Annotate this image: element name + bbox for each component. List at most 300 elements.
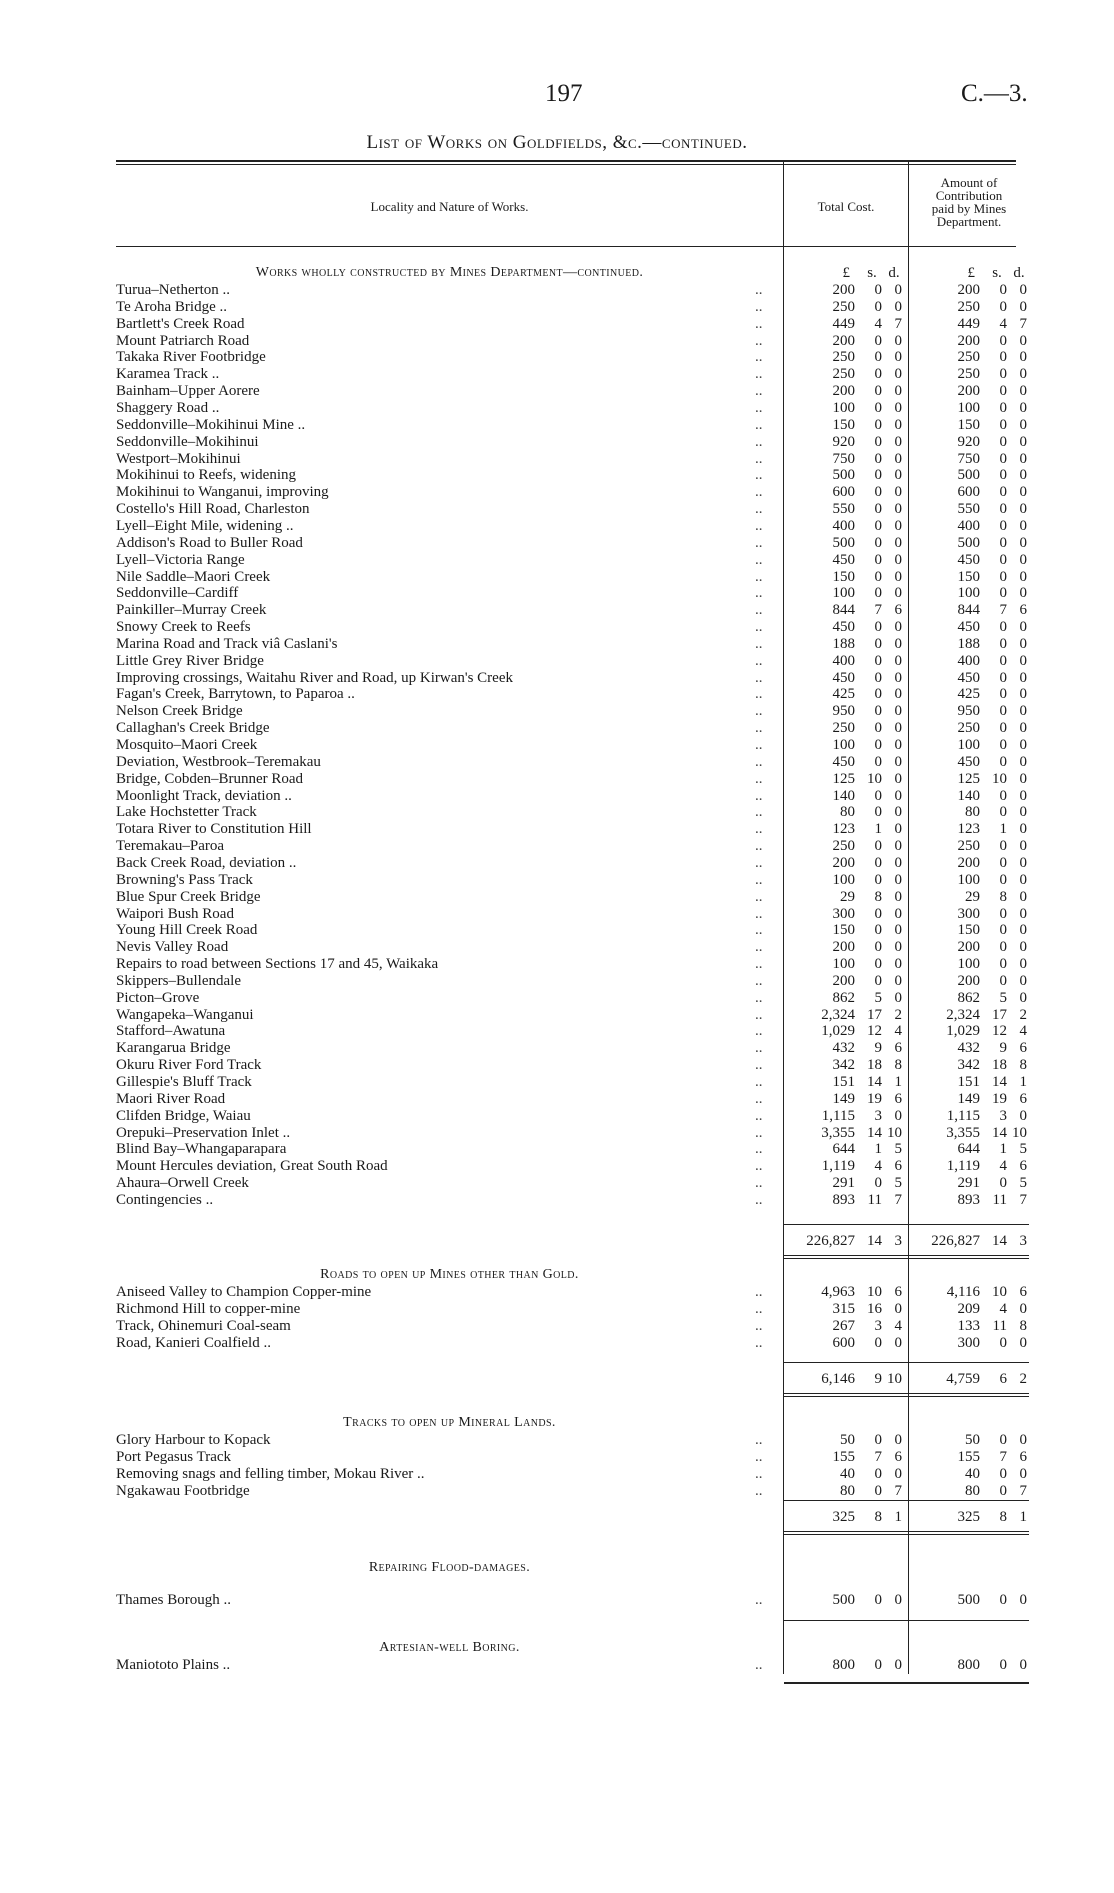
contribution-shillings: 0 [999,703,1007,720]
contribution-pence: 0 [1019,838,1027,855]
row-label: Aniseed Valley to Champion Copper-mine [116,1284,372,1300]
total-shillings: 5 [874,989,882,1006]
contribution-shillings: 10 [992,1284,1007,1300]
table-row [0,1318,1114,1335]
table-row [0,1483,1114,1500]
leader-dots: .. [755,854,763,871]
subtotal-rule-bottom [909,1258,1029,1259]
contribution-shillings: 0 [999,669,1007,686]
row-label: Painkiller–Murray Creek [116,602,267,619]
row-label: Lake Hochstetter Track [116,804,257,821]
total-pence: 0 [894,1465,902,1482]
total-shillings: 0 [874,282,882,298]
total-pence: 0 [894,433,902,450]
total-pounds: 150 [832,922,855,939]
row-label: Nile Saddle–Maori Creek [116,568,271,585]
unit-label: £ [842,265,850,281]
total-pounds: 250 [832,720,855,737]
table-row [0,872,1114,889]
contribution-pounds: 50 [965,1432,980,1448]
contribution-pounds: 425 [957,686,980,703]
contribution-pounds: 500 [957,534,980,551]
total-shillings: 7 [874,1448,882,1465]
table-row [0,906,1114,923]
table-row [0,316,1114,333]
total-shillings: 0 [874,1465,882,1482]
total-pounds: 188 [832,635,855,652]
contribution-shillings: 14 [992,1124,1007,1141]
leader-dots: .. [755,551,763,568]
total-pence: 0 [894,652,902,669]
row-label: Te Aroha Bridge .. [116,298,228,315]
contribution-pounds: 200 [957,282,980,298]
row-label: Maori River Road [116,1090,226,1107]
total-shillings: 0 [874,1592,882,1608]
total-pence: 6 [894,1448,902,1465]
leader-dots: .. [755,1300,763,1317]
leader-dots: .. [755,1090,763,1107]
section-title: Repairing Flood-damages. [368,1560,531,1575]
contribution-shillings: 0 [999,1592,1007,1608]
table-row [0,501,1114,518]
row-label: Mount Hercules deviation, Great South Road [116,1158,388,1175]
total-pence: 0 [894,770,902,787]
total-pounds: 342 [832,1057,855,1074]
leader-dots: .. [755,1317,763,1334]
contribution-pence: 0 [1019,501,1027,518]
contribution-pounds: 400 [957,652,980,669]
row-label: Mosquito–Maori Creek [116,737,258,753]
total-pounds: 600 [832,1334,855,1351]
row-label: Nevis Valley Road [116,939,229,956]
total-pence: 0 [894,737,902,753]
total-pounds: 450 [832,619,855,635]
contribution-pounds: 750 [957,450,980,467]
leader-dots: .. [755,939,763,956]
leader-dots: .. [755,787,763,804]
subtotal-row [0,1371,1114,1388]
total-pence: 0 [894,501,902,518]
row-label: Richmond Hill to copper-mine [116,1300,301,1317]
total-pence: 0 [894,669,902,686]
total-pounds: 150 [832,416,855,433]
contribution-pence: 0 [1019,652,1027,669]
contribution-shillings: 0 [999,838,1007,855]
contribution-pounds: 40 [965,1465,980,1482]
total-pence: 1 [894,1074,902,1090]
leader-dots: .. [755,1040,763,1057]
row-label: Mount Patriarch Road [116,332,250,349]
total-pence: 8 [894,1057,902,1074]
total-pence: 0 [894,450,902,467]
contribution-pounds: 893 [957,1191,980,1208]
row-label: Ngakawau Footbridge [116,1482,250,1499]
page-number: 197 [545,80,583,107]
total-pounds: 100 [832,871,855,888]
leader-dots: .. [755,467,763,484]
total-pounds: 450 [832,551,855,568]
contribution-pounds: 300 [957,905,980,922]
subtotal-rule-bottom [784,1255,908,1256]
total-shillings: 0 [874,956,882,972]
subtotal-total-pence: 1 [894,1509,902,1525]
row-label: Ahaura–Orwell Creek [116,1175,249,1192]
contribution-pence: 0 [1019,669,1027,686]
row-label: Thames Borough .. [116,1592,231,1608]
contribution-shillings: 0 [999,972,1007,989]
section-title: Artesian-well Boring. [379,1640,520,1655]
total-shillings: 0 [874,349,882,366]
table-row [0,619,1114,636]
unit-label: s. [867,265,877,281]
total-pence: 0 [894,484,902,501]
contribution-pence: 5 [1019,1175,1027,1192]
total-pence: 0 [894,888,902,905]
contribution-pence: 0 [1019,905,1027,922]
subtotal-rule-bottom [784,1396,908,1397]
leader-dots: .. [755,585,763,602]
contribution-pounds: 450 [957,619,980,635]
contribution-shillings: 12 [992,1023,1007,1040]
table-row [0,451,1114,468]
row-label: Lyell–Eight Mile, widening .. [116,517,294,534]
subtotal-rule [909,1362,1029,1363]
total-shillings: 0 [874,939,882,956]
total-pounds: 4,963 [821,1284,855,1300]
contribution-shillings: 0 [999,349,1007,366]
contribution-pence: 0 [1019,517,1027,534]
contribution-pence: 6 [1019,1448,1027,1465]
total-shillings: 7 [874,602,882,619]
total-pounds: 50 [840,1432,855,1448]
contribution-pence: 0 [1019,804,1027,821]
table-row [0,889,1114,906]
total-pence: 0 [894,349,902,366]
contribution-shillings: 4 [999,315,1007,332]
leader-dots: .. [755,619,763,635]
contribution-pence: 0 [1019,1432,1027,1448]
row-label: Back Creek Road, deviation .. [116,854,297,871]
total-pounds: 123 [832,821,855,838]
contribution-shillings: 0 [999,298,1007,315]
total-pence: 0 [894,854,902,871]
total-pounds: 2,324 [821,1006,855,1023]
section-title: Roads to open up Mines other than Gold. [320,1267,579,1282]
contribution-pounds: 149 [957,1090,980,1107]
table-row [0,922,1114,939]
contribution-pounds: 250 [957,838,980,855]
contribution-pounds: 250 [957,720,980,737]
subtotal-total-pounds: 226,827 [806,1233,855,1249]
contribution-pence: 6 [1019,1090,1027,1107]
total-shillings: 0 [874,1334,882,1351]
leader-dots: .. [755,989,763,1006]
total-shillings: 1 [874,821,882,838]
contribution-pounds: 862 [957,989,980,1006]
subtotal-contribution-pence: 1 [1019,1509,1027,1525]
contribution-pence: 0 [1019,332,1027,349]
row-label: Wangapeka–Wanganui [116,1006,254,1023]
unit-label: d. [1013,265,1025,281]
total-pence: 0 [894,871,902,888]
contribution-shillings: 4 [999,1158,1007,1175]
row-label: Young Hill Creek Road [116,922,258,939]
contribution-pence: 0 [1019,956,1027,972]
leader-dots: .. [755,1465,763,1482]
total-pounds: 100 [832,585,855,602]
table-row [0,720,1114,737]
leader-dots: .. [755,534,763,551]
contribution-shillings: 7 [999,1448,1007,1465]
contribution-shillings: 0 [999,939,1007,956]
leader-dots: .. [755,1124,763,1141]
contribution-pence: 0 [1019,922,1027,939]
row-label: Removing snags and felling timber, Mokau River .. [116,1465,425,1482]
subtotal-rule-bottom [909,1255,1029,1256]
total-shillings: 9 [874,1040,882,1057]
subtotal-rule-bottom [784,1531,908,1532]
leader-dots: .. [755,1432,763,1448]
total-shillings: 0 [874,467,882,484]
total-pence: 0 [894,821,902,838]
total-pence: 0 [894,298,902,315]
contribution-pence: 0 [1019,871,1027,888]
subtotal-contribution-pounds: 226,827 [931,1233,980,1249]
section-rule [909,1620,1029,1621]
total-pounds: 893 [832,1191,855,1208]
contribution-pence: 6 [1019,1158,1027,1175]
table-row [0,1335,1114,1352]
contribution-pence: 0 [1019,703,1027,720]
contribution-pence: 0 [1019,989,1027,1006]
contribution-pence: 0 [1019,686,1027,703]
total-shillings: 4 [874,1158,882,1175]
contribution-shillings: 0 [999,1465,1007,1482]
contribution-shillings: 1 [999,821,1007,838]
row-label: Maniototo Plains .. [116,1657,231,1673]
total-shillings: 10 [867,1284,882,1300]
table-row [0,804,1114,821]
row-label: Glory Harbour to Kopack [116,1432,271,1448]
total-pounds: 80 [840,1482,855,1499]
contribution-pence: 0 [1019,416,1027,433]
total-pence: 0 [894,1432,902,1448]
total-shillings: 0 [874,972,882,989]
contribution-pounds: 300 [957,1334,980,1351]
total-pounds: 100 [832,400,855,416]
subtotal-contribution-shillings: 14 [992,1233,1007,1249]
leader-dots: .. [755,972,763,989]
contribution-pounds: 844 [957,602,980,619]
leader-dots: .. [755,635,763,652]
total-pounds: 250 [832,838,855,855]
row-label: Marina Road and Track viâ Caslani's [116,635,338,652]
total-shillings: 12 [867,1023,882,1040]
table-row [0,417,1114,434]
total-pounds: 450 [832,669,855,686]
contribution-shillings: 14 [992,1074,1007,1090]
subtotal-total-pounds: 325 [832,1509,855,1525]
contribution-shillings: 19 [992,1090,1007,1107]
total-shillings: 11 [867,1191,882,1208]
total-pounds: 80 [840,804,855,821]
table-row [0,737,1114,754]
row-label: Okuru River Ford Track [116,1057,262,1074]
total-pounds: 200 [832,383,855,400]
total-pounds: 1,119 [821,1158,855,1175]
contribution-shillings: 0 [999,400,1007,416]
total-pounds: 500 [832,467,855,484]
row-label: Lyell–Victoria Range [116,551,245,568]
total-pounds: 1,029 [821,1023,855,1040]
total-pounds: 600 [832,484,855,501]
table-row [0,653,1114,670]
leader-dots: .. [755,450,763,467]
contribution-pounds: 400 [957,517,980,534]
contribution-shillings: 8 [999,888,1007,905]
row-label: Port Pegasus Track [116,1448,232,1465]
leader-dots: .. [755,1141,763,1158]
contribution-pounds: 150 [957,568,980,585]
total-pounds: 200 [832,332,855,349]
total-pounds: 750 [832,450,855,467]
contribution-shillings: 5 [999,989,1007,1006]
contribution-pence: 0 [1019,770,1027,787]
total-shillings: 0 [874,416,882,433]
column-header-contribution [909,176,1029,228]
table-row [0,282,1114,299]
total-pence: 6 [894,1158,902,1175]
subtotal-rule-bottom [784,1393,908,1394]
contribution-pounds: 1,115 [946,1107,980,1124]
contribution-pounds: 500 [957,467,980,484]
contribution-shillings: 0 [999,956,1007,972]
subtotal-row [0,1233,1114,1250]
table-row [0,1158,1114,1175]
leader-dots: .. [755,1657,763,1673]
contribution-pence: 2 [1019,1006,1027,1023]
total-pounds: 500 [832,534,855,551]
subtotal-rule-bottom [784,1534,908,1535]
subtotal-rule [784,1362,908,1363]
contribution-header-line: Department. [936,214,1002,229]
total-pence: 0 [894,400,902,416]
row-label: Snowy Creek to Reefs [116,619,251,635]
document-code: C.—3. [961,80,1028,107]
contribution-shillings: 0 [999,383,1007,400]
subtotal-contribution-pence: 2 [1019,1371,1027,1387]
contribution-pounds: 125 [957,770,980,787]
contribution-shillings: 0 [999,737,1007,753]
row-label: Little Grey River Bridge [116,652,264,669]
contribution-pence: 0 [1019,737,1027,753]
leader-dots: .. [755,433,763,450]
contribution-pence: 0 [1019,585,1027,602]
total-pounds: 400 [832,652,855,669]
total-pounds: 644 [832,1141,855,1158]
row-label: Totara River to Constitution Hill [116,821,312,838]
subtotal-rule [909,1224,1029,1225]
contribution-pounds: 291 [957,1175,980,1192]
leader-dots: .. [755,821,763,838]
total-pence: 5 [894,1141,902,1158]
table-row [0,1657,1114,1674]
total-shillings: 10 [867,770,882,787]
leader-dots: .. [755,804,763,821]
total-shillings: 0 [874,619,882,635]
contribution-pence: 0 [1019,720,1027,737]
subtotal-rule-bottom [909,1531,1029,1532]
leader-dots: .. [755,349,763,366]
table-row [0,838,1114,855]
contribution-shillings: 0 [999,871,1007,888]
contribution-pence: 0 [1019,619,1027,635]
row-label: Callaghan's Creek Bridge [116,720,270,737]
total-pounds: 250 [832,349,855,366]
table-bottom-rule [784,1682,1029,1684]
row-label: Track, Ohinemuri Coal-seam [116,1317,291,1334]
total-shillings: 0 [874,298,882,315]
leader-dots: .. [755,1023,763,1040]
total-shillings: 0 [874,551,882,568]
contribution-pence: 7 [1019,1482,1027,1499]
total-pounds: 200 [832,939,855,956]
subtotal-contribution-pence: 3 [1019,1233,1027,1249]
total-pence: 2 [894,1006,902,1023]
leader-dots: .. [755,1107,763,1124]
section-rule [784,1620,908,1621]
row-label: Blind Bay–Whangaparapara [116,1141,287,1158]
section-title: Tracks to open up Mineral Lands. [343,1415,556,1430]
table-row [0,1301,1114,1318]
total-pence: 0 [894,551,902,568]
contribution-pounds: 644 [957,1141,980,1158]
contribution-shillings: 0 [999,635,1007,652]
row-label: Road, Kanieri Coalfield .. [116,1334,271,1351]
total-pounds: 400 [832,517,855,534]
row-label: Contingencies .. [116,1191,214,1208]
row-label: Addison's Road to Buller Road [116,534,303,551]
contribution-pounds: 100 [957,585,980,602]
total-shillings: 4 [874,315,882,332]
row-label: Bainham–Upper Aorere [116,383,260,400]
contribution-pence: 8 [1019,1317,1027,1334]
total-pounds: 40 [840,1465,855,1482]
table-row [0,788,1114,805]
leader-dots: .. [755,1191,763,1208]
column-header-locality: Locality and Nature of Works. [370,199,529,214]
contribution-pounds: 100 [957,400,980,416]
contribution-pounds: 432 [957,1040,980,1057]
contribution-shillings: 0 [999,551,1007,568]
contribution-pounds: 3,355 [946,1124,980,1141]
leader-dots: .. [755,282,763,298]
row-label: Stafford–Awatuna [116,1023,226,1040]
contribution-pence: 0 [1019,551,1027,568]
total-pounds: 425 [832,686,855,703]
row-label: Picton–Grove [116,989,200,1006]
table-row [0,1108,1114,1125]
contribution-shillings: 0 [999,433,1007,450]
total-shillings: 0 [874,517,882,534]
subtotal-rule-bottom [909,1393,1029,1394]
contribution-pounds: 450 [957,669,980,686]
total-shillings: 0 [874,787,882,804]
total-pounds: 29 [840,888,855,905]
row-label: Mokihinui to Wanganui, improving [116,484,329,501]
total-shillings: 0 [874,383,882,400]
contribution-pounds: 950 [957,703,980,720]
